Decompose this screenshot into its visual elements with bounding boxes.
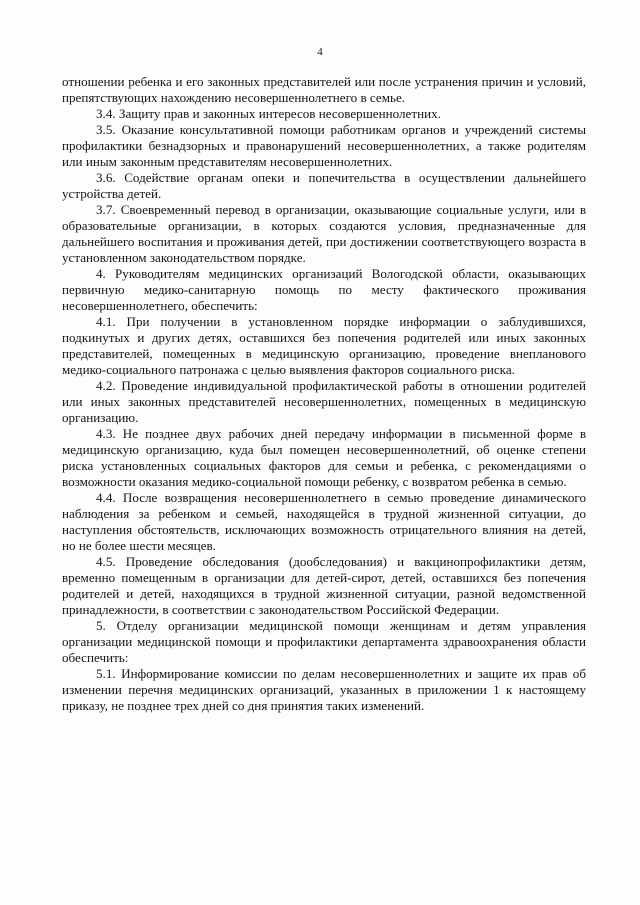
- document-body: [62, 74, 586, 714]
- paragraph: 4.3. Не позднее двух рабочих дней передачу информации в письменной форме в медицинскую организацию, куда был помещен несовершеннолетний, об оценке степени риска установленных социальных факторов для семьи и ребенка, с рекомендациями о возможности оказания медико-социальной помощи ребенку, с возвратом ребенка в семью.: [62, 426, 586, 489]
- paragraph: 4.1. При получении в установленном порядке информации о заблудившихся, подкинутых и других детях, оставшихся без попечения родителей или иных законных представителей, помещенных в медицинскую организацию, проведение внепланового медико-социального патронажа с целью выявления факторов социального риска.: [62, 314, 586, 377]
- paragraph: отношении ребенка и его законных представителей или после устранения причин и условий, препятствующих нахождению несовершеннолетнего в семье.: [62, 74, 586, 105]
- paragraph: 4.4. После возвращения несовершеннолетнего в семью проведение динамического наблюдения за ребенком и семьей, находящейся в трудной жизненной ситуации, до наступления обстоятельств, исключающих возможность отрицательного влияния на детей, но не более шести месяцев.: [62, 490, 586, 553]
- paragraph: 5. Отделу организации медицинской помощи женщинам и детям управления организации медицинской помощи и профилактики департамента здравоохранения области обеспечить:: [62, 618, 586, 665]
- paragraph: 3.6. Содействие органам опеки и попечительства в осуществлении дальнейшего устройства детей.: [62, 170, 586, 201]
- paragraph: 3.4. Защиту прав и законных интересов несовершеннолетних.: [96, 106, 441, 121]
- page-number: 4: [317, 46, 323, 58]
- paragraph: 4.2. Проведение индивидуальной профилактической работы в отношении родителей или иных законных представителей несовершеннолетних, помещенных в медицинскую организацию.: [62, 378, 586, 425]
- paragraph: 3.5. Оказание консультативной помощи работникам органов и учреждений системы профилактики безнадзорных и правонарушений несовершеннолетних, а также родителям или иным законным представителям несовершеннолетних.: [62, 122, 586, 169]
- paragraph: 4.5. Проведение обследования (дообследования) и вакцинопрофилактики детям, временно помещенным в организации для детей-сирот, детей, оставшихся без попечения родителей и детей, находящихся в трудной жизненной ситуации, разной ведомственной принадлежности, в соответствии с законодательством Российской Федерации.: [62, 554, 586, 617]
- paragraph: 4. Руководителям медицинских организаций Вологодской области, оказывающих первичную медико-санитарную помощь по месту фактического проживания несовершеннолетнего, обеспечить:: [62, 266, 586, 313]
- paragraph: 5.1. Информирование комиссии по делам несовершеннолетних и защите их прав об изменении перечня медицинских организаций, указанных в приложении 1 к настоящему приказу, не позднее трех дней со дня принятия таких изменений.: [62, 666, 586, 713]
- paragraph: 3.7. Своевременный перевод в организации, оказывающие социальные услуги, или в образовательные организации, в которых создаются условия, предназначенные для дальнейшего воспитания и проживания детей, при достижении соответствующего возраста в установленном законодательством порядке.: [62, 202, 586, 265]
